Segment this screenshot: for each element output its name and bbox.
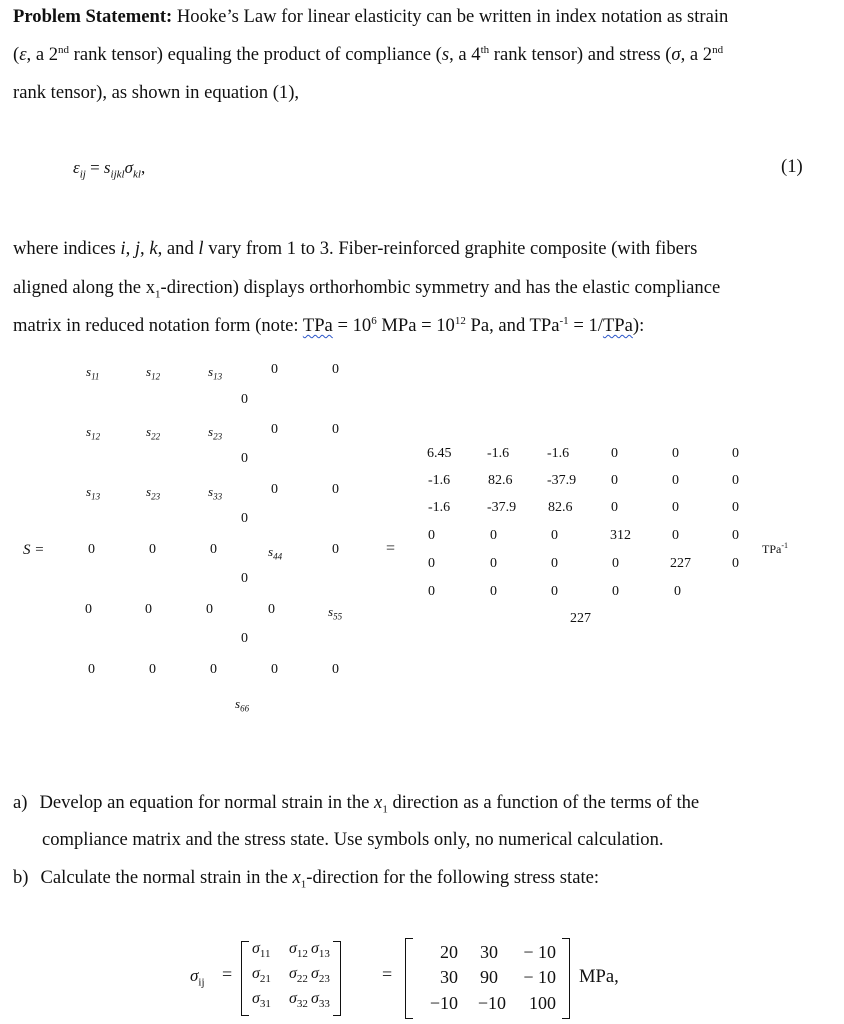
stress-value: − 10	[523, 942, 556, 962]
stress-value: 90	[480, 967, 498, 987]
matrix-cell: 0	[490, 528, 497, 543]
sym-s33: $s_{33}$	[208, 484, 223, 502]
matrix-cell: 0	[732, 556, 739, 571]
stress-symbol: $\sigma_{33}$	[311, 990, 330, 1011]
zero: 0	[241, 451, 248, 466]
matrix-cell: 0	[551, 584, 558, 599]
sym-s12: $s_{12}$	[86, 424, 101, 442]
zero: 0	[332, 482, 339, 497]
problem-line-1: Problem Statement: Hooke’s Law for linear elasticity can be written in index notation as strain	[13, 6, 729, 27]
equals-sign: =	[222, 964, 233, 984]
matrix-cell: 227	[670, 556, 691, 571]
matrix-cell: 0	[674, 584, 681, 599]
equation-1: $\varepsilon_{ij} = s_{ijkl}\sigma_{kl}$,	[73, 158, 146, 181]
tpa-spellcheck: TPa	[302, 315, 333, 336]
zero: 0	[241, 511, 248, 526]
matrix-cell: 0	[551, 556, 558, 571]
stress-value: −10	[477, 993, 506, 1013]
sym-s22: $s_{22}$	[146, 424, 161, 442]
matrix-cell: 0	[428, 528, 435, 543]
zero: 0	[145, 602, 152, 617]
bracket-left	[405, 938, 413, 1019]
matrix-cell: -1.6	[428, 473, 451, 488]
equals-sign: =	[386, 540, 396, 557]
zero: 0	[332, 362, 339, 377]
paragraph-line-2: aligned along the $x_1-direction$) displays orthorhombic symmetry and has the elastic compliance	[13, 277, 721, 301]
stress-value: 30	[440, 967, 458, 987]
equation-number: (1)	[781, 156, 803, 177]
zero: 0	[332, 422, 339, 437]
zero: 0	[241, 571, 248, 586]
matrix-cell: 0	[672, 500, 679, 515]
problem-heading: Problem Statement:	[13, 6, 173, 27]
problem-line-3: rank tensor), as shown in equation (1),	[13, 82, 300, 103]
zero: 0	[332, 542, 339, 557]
sym-s12: $s_{12}$	[146, 364, 161, 382]
matrix-cell: 0	[611, 446, 618, 461]
zero: 0	[149, 542, 156, 557]
stress-symbol: $\sigma_{23}$	[311, 965, 330, 986]
matrix-cell: 0	[612, 584, 619, 599]
matrix-cell: 0	[732, 528, 739, 543]
stress-symbol: $\sigma_{22}$	[289, 965, 308, 986]
stress-symbol: $\sigma_{21}$	[252, 965, 271, 986]
unit-label: TPa$^{-1}$	[762, 541, 789, 556]
stress-symbol: $\sigma_{31}$	[252, 990, 271, 1011]
matrix-cell: 0	[672, 446, 679, 461]
sym-s44: $s_{44}$	[268, 544, 283, 562]
zero: 0	[241, 631, 248, 646]
sym-s13: $s_{13}$	[86, 484, 101, 502]
zero: 0	[268, 602, 275, 617]
sym-s55: $s_{55}$	[328, 604, 343, 622]
matrix-cell: 0	[490, 584, 497, 599]
matrix-cell: -1.6	[547, 446, 570, 461]
matrix-cell: 0	[551, 528, 558, 543]
stress-lhs: $\sigma_{ij}$	[190, 966, 205, 989]
zero: 0	[271, 362, 278, 377]
paragraph-line-1: where indices i, j, k, and l vary from 1 to 3. Fiber-reinforced graphite composite (with fibers	[13, 238, 698, 259]
stress-unit: MPa,	[579, 966, 619, 987]
bracket-right	[333, 941, 341, 1016]
stress-symbol: $\sigma_{11}$	[252, 940, 271, 961]
paragraph-line-3: matrix in reduced notation form (note: TPa = $10^6$ MPa = $10^{12}$ Pa, and TPa$^{-1}$ = 1/TPa):	[13, 314, 645, 336]
zero: 0	[88, 662, 95, 677]
question-a-label: a)	[13, 792, 28, 813]
matrix-cell: -1.6	[428, 500, 451, 515]
stress-value: 30	[480, 942, 498, 962]
stress-symbol: $\sigma_{32}$	[289, 990, 308, 1011]
matrix-cell: 0	[490, 556, 497, 571]
matrix-cell: 82.6	[548, 500, 573, 515]
stress-value: − 10	[523, 967, 556, 987]
zero: 0	[271, 482, 278, 497]
problem-line-2: (ε, a 2nd rank tensor) equaling the product of compliance (s, a 4th rank tensor) and stress (σ, a 2nd	[13, 43, 724, 65]
stress-value: 20	[440, 942, 458, 962]
matrix-cell: 0	[672, 473, 679, 488]
zero: 0	[206, 602, 213, 617]
matrix-cell: 0	[611, 500, 618, 515]
zero: 0	[149, 662, 156, 677]
zero: 0	[332, 662, 339, 677]
zero: 0	[271, 662, 278, 677]
sym-s23: $s_{23}$	[208, 424, 223, 442]
sym-s23: $s_{23}$	[146, 484, 161, 502]
zero: 0	[271, 422, 278, 437]
matrix-cell: 312	[610, 528, 631, 543]
tpa-spellcheck-2: TPa	[602, 315, 633, 336]
matrix-cell: 0	[672, 528, 679, 543]
stress-symbol: $\sigma_{12}$	[289, 940, 308, 961]
bracket-left	[241, 941, 249, 1016]
matrix-cell: 0	[732, 500, 739, 515]
sym-s11: $s_{11}$	[86, 364, 100, 382]
matrix-cell: 0	[732, 446, 739, 461]
question-a-line-2: compliance matrix and the stress state. Use symbols only, no numerical calculation.	[42, 829, 664, 850]
equals-sign: =	[382, 964, 393, 984]
matrix-cell: 0	[428, 556, 435, 571]
question-b-line-1: b) Calculate the normal strain in the $x_1$-direction for the following stress state:	[13, 867, 600, 891]
zero: 0	[85, 602, 92, 617]
question-a-line-1: a) Develop an equation for normal strain in the $x_1$ direction as a function of the terms of the	[13, 792, 700, 816]
bracket-right	[562, 938, 570, 1019]
matrix-cell: -37.9	[547, 473, 577, 488]
sym-s13: $s_{13}$	[208, 364, 223, 382]
matrix-cell: 0	[428, 584, 435, 599]
zero: 0	[210, 542, 217, 557]
matrix-cell: 6.45	[427, 446, 452, 461]
zero: 0	[88, 542, 95, 557]
question-b-label: b)	[13, 867, 29, 888]
zero: 0	[241, 392, 248, 407]
sym-s66: $s_{66}$	[235, 696, 250, 714]
matrix-cell: -37.9	[487, 500, 517, 515]
s-equals-label: S =	[23, 542, 45, 558]
stress-value: 100	[529, 993, 556, 1013]
matrix-cell: 0	[612, 556, 619, 571]
stress-symbol: $\sigma_{13}$	[311, 940, 330, 961]
stress-value: −10	[429, 993, 458, 1013]
matrix-cell: -1.6	[487, 446, 510, 461]
zero: 0	[210, 662, 217, 677]
matrix-cell: 82.6	[488, 473, 513, 488]
matrix-cell: 0	[611, 473, 618, 488]
matrix-cell: 227	[570, 611, 591, 626]
matrix-cell: 0	[732, 473, 739, 488]
